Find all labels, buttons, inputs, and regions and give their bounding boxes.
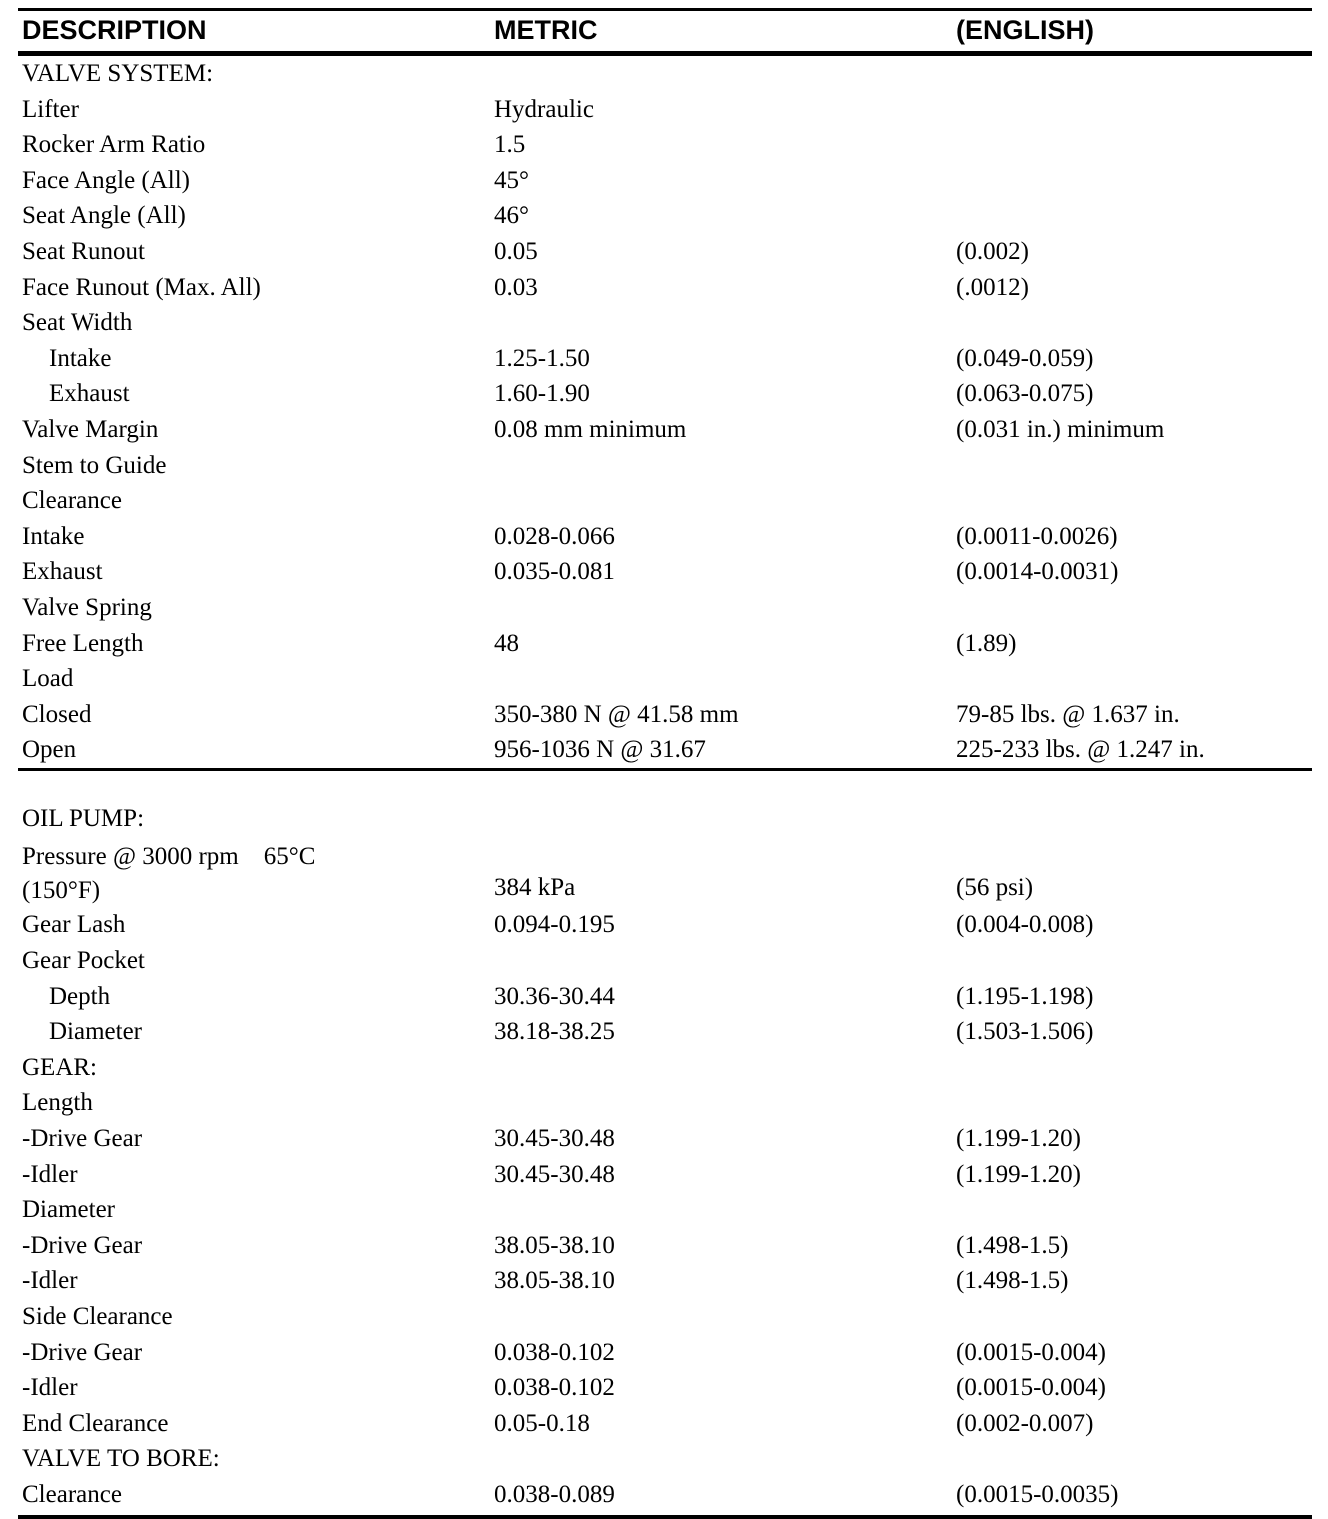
table-row bbox=[18, 305, 1312, 341]
table-row bbox=[18, 376, 1312, 412]
row-description: Rocker Arm Ratio bbox=[22, 131, 206, 159]
table-row bbox=[18, 1370, 1312, 1406]
table-row bbox=[18, 732, 1312, 768]
row-metric: 38.05-38.10 bbox=[494, 1267, 615, 1295]
row-metric: 38.05-38.10 bbox=[494, 1231, 615, 1259]
row-description: GEAR: bbox=[22, 1053, 97, 1081]
row-metric: 0.094-0.195 bbox=[494, 911, 615, 939]
row-metric: 38.18-38.25 bbox=[494, 1018, 615, 1046]
table-row bbox=[18, 626, 1312, 662]
row-english: (0.049-0.059) bbox=[956, 344, 1094, 372]
row-english: (0.0015-0.0035) bbox=[956, 1480, 1119, 1508]
table-row bbox=[18, 1121, 1312, 1157]
row-description: Seat Width bbox=[22, 309, 133, 337]
table-row bbox=[18, 1014, 1312, 1050]
row-english: (0.031 in.) minimum bbox=[956, 415, 1165, 443]
table-bottom-rule bbox=[18, 1515, 1312, 1519]
table-row bbox=[18, 661, 1312, 697]
spec-table bbox=[18, 8, 1312, 1519]
row-metric: 0.038-0.102 bbox=[494, 1338, 615, 1366]
row-english: (1.503-1.506) bbox=[956, 1018, 1094, 1046]
row-metric: 1.60-1.90 bbox=[494, 380, 590, 408]
header-description: DESCRIPTION bbox=[22, 15, 207, 45]
row-description: -Idler bbox=[22, 1160, 78, 1188]
row-metric: 0.028-0.066 bbox=[494, 522, 615, 550]
row-description: Depth bbox=[49, 982, 111, 1010]
row-metric: 956-1036 N @ 31.67 bbox=[494, 736, 706, 764]
table-row bbox=[18, 554, 1312, 590]
table-header bbox=[18, 8, 1312, 56]
table-row bbox=[18, 341, 1312, 377]
table-row bbox=[18, 1228, 1312, 1264]
row-description: Gear Pocket bbox=[22, 947, 145, 975]
table-row bbox=[18, 198, 1312, 234]
row-description: Exhaust bbox=[22, 558, 103, 586]
table-row bbox=[18, 56, 1312, 92]
table-row bbox=[18, 1085, 1312, 1121]
table-row bbox=[18, 127, 1312, 163]
table-row bbox=[18, 519, 1312, 555]
row-english: (1.195-1.198) bbox=[956, 982, 1094, 1010]
table-row bbox=[18, 907, 1312, 943]
header-metric: METRIC bbox=[494, 15, 598, 45]
row-description: VALVE TO BORE: bbox=[22, 1445, 220, 1473]
row-description: Side Clearance bbox=[22, 1303, 173, 1330]
row-metric: 30.36-30.44 bbox=[494, 982, 615, 1010]
row-description: Clearance bbox=[22, 487, 122, 515]
row-description: Seat Runout bbox=[22, 237, 145, 265]
row-description: Seat Angle (All) bbox=[22, 202, 186, 230]
row-metric: 0.03 bbox=[494, 273, 538, 301]
row-description: Free Length bbox=[22, 629, 144, 657]
row-metric: 0.05 bbox=[494, 237, 538, 265]
row-description: -Idler bbox=[22, 1267, 78, 1295]
table-row bbox=[18, 943, 1312, 979]
row-description: Face Angle (All) bbox=[22, 166, 191, 194]
row-description: Closed bbox=[22, 700, 92, 728]
row-description: VALVE SYSTEM: bbox=[22, 60, 214, 87]
row-english: (0.0015-0.004) bbox=[956, 1338, 1106, 1366]
row-english: (1.498-1.5) bbox=[956, 1231, 1069, 1259]
table-row bbox=[18, 1299, 1312, 1335]
row-description: Diameter bbox=[49, 1018, 143, 1046]
table-row bbox=[18, 590, 1312, 626]
row-english: (1.199-1.20) bbox=[956, 1160, 1081, 1188]
table-row bbox=[18, 1335, 1312, 1371]
row-english: (.0012) bbox=[956, 273, 1029, 301]
table-row bbox=[18, 1157, 1312, 1193]
row-description: Stem to Guide bbox=[22, 451, 167, 479]
table-row bbox=[18, 92, 1312, 128]
row-metric: 48 bbox=[494, 629, 519, 657]
row-metric: 0.038-0.089 bbox=[494, 1480, 615, 1508]
row-description: End Clearance bbox=[22, 1409, 169, 1437]
table-row bbox=[18, 801, 1312, 837]
table-row bbox=[18, 1441, 1312, 1477]
row-english: (0.0011-0.0026) bbox=[956, 522, 1118, 550]
row-description: Face Runout (Max. All) bbox=[22, 273, 261, 301]
row-english: (1.498-1.5) bbox=[956, 1267, 1069, 1295]
row-english: (0.004-0.008) bbox=[956, 911, 1094, 939]
row-description: Gear Lash bbox=[22, 911, 126, 939]
row-english: 225-233 lbs. @ 1.247 in. bbox=[956, 736, 1205, 764]
table-row bbox=[18, 1406, 1312, 1442]
row-metric: 0.035-0.081 bbox=[494, 558, 615, 586]
row-description: -Drive Gear bbox=[22, 1231, 143, 1259]
row-english: (0.002) bbox=[956, 237, 1029, 265]
row-description: Pressure @ 3000 rpm 65°C (150°F) bbox=[22, 843, 316, 905]
row-description: Intake bbox=[22, 522, 85, 550]
row-description: Intake bbox=[49, 344, 112, 372]
row-metric: 0.038-0.102 bbox=[494, 1374, 615, 1402]
row-metric: 0.05-0.18 bbox=[494, 1409, 590, 1437]
oil-pump-section bbox=[18, 801, 1312, 1513]
table-row bbox=[18, 1050, 1312, 1086]
row-description: Load bbox=[22, 665, 74, 693]
table-row bbox=[18, 1477, 1312, 1513]
table-row bbox=[18, 270, 1312, 306]
row-english: (0.002-0.007) bbox=[956, 1409, 1094, 1437]
table-row bbox=[18, 1263, 1312, 1299]
header-english: (ENGLISH) bbox=[956, 15, 1094, 45]
table-row bbox=[18, 697, 1312, 733]
row-description: -Drive Gear bbox=[22, 1338, 143, 1366]
row-description: Exhaust bbox=[49, 380, 130, 408]
row-english: (1.199-1.20) bbox=[956, 1125, 1081, 1153]
row-description: Open bbox=[22, 736, 77, 764]
table-row bbox=[18, 163, 1312, 199]
row-metric: 30.45-30.48 bbox=[494, 1125, 615, 1153]
table-row bbox=[18, 483, 1312, 519]
row-description: Length bbox=[22, 1089, 93, 1117]
row-metric: Hydraulic bbox=[494, 95, 594, 123]
row-description: -Drive Gear bbox=[22, 1125, 143, 1153]
row-english: (56 psi) bbox=[956, 874, 1034, 902]
table-row bbox=[18, 1192, 1312, 1228]
row-description: -Idler bbox=[22, 1374, 78, 1402]
row-metric: 1.5 bbox=[494, 131, 526, 159]
table-row bbox=[18, 448, 1312, 484]
row-description: Lifter bbox=[22, 95, 79, 123]
row-english: (1.89) bbox=[956, 629, 1017, 657]
row-metric: 46° bbox=[494, 202, 529, 230]
table-row bbox=[18, 836, 1312, 907]
table-row bbox=[18, 234, 1312, 270]
table-row bbox=[18, 979, 1312, 1015]
row-description: Valve Spring bbox=[22, 593, 152, 621]
row-description: Valve Margin bbox=[22, 415, 159, 443]
row-metric: 384 kPa bbox=[494, 874, 576, 902]
row-metric: 350-380 N @ 41.58 mm bbox=[494, 700, 739, 728]
row-metric: 1.25-1.50 bbox=[494, 344, 590, 372]
row-description: Clearance bbox=[22, 1480, 122, 1508]
row-english: (0.0015-0.004) bbox=[956, 1374, 1106, 1402]
row-description: Diameter bbox=[22, 1196, 116, 1224]
row-metric: 30.45-30.48 bbox=[494, 1160, 615, 1188]
row-english: (0.0014-0.0031) bbox=[956, 558, 1119, 586]
table-row bbox=[18, 412, 1312, 448]
valve-system-section bbox=[18, 56, 1312, 768]
row-metric: 45° bbox=[494, 166, 529, 194]
row-english: (0.063-0.075) bbox=[956, 380, 1094, 408]
row-english: 79-85 lbs. @ 1.637 in. bbox=[956, 700, 1180, 728]
row-description: OIL PUMP: bbox=[22, 804, 145, 832]
row-metric: 0.08 mm minimum bbox=[494, 415, 687, 443]
